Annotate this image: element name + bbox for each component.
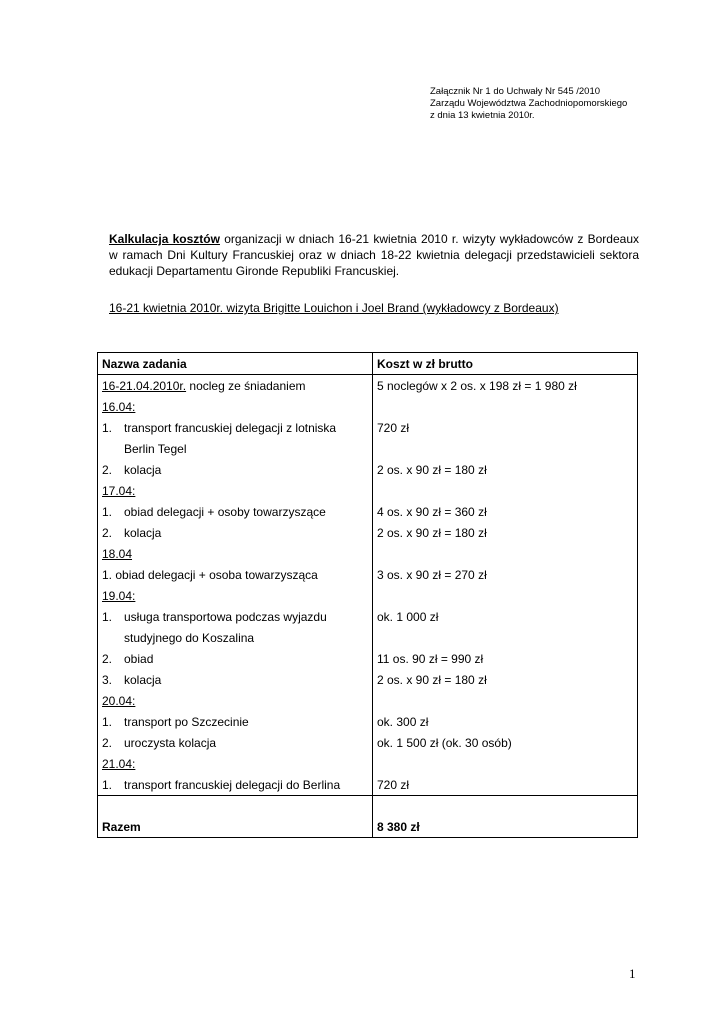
item-number: 1. <box>102 420 113 435</box>
item-number: 1. <box>102 714 113 729</box>
item-number: 3. <box>102 672 113 687</box>
cost-cell <box>373 711 638 732</box>
cost-value: 720 zł <box>377 777 410 792</box>
table-header-row <box>98 353 638 375</box>
cost-cell <box>373 438 638 459</box>
task-cell <box>98 711 373 732</box>
total-row <box>98 816 638 838</box>
cost-cell <box>373 774 638 796</box>
date-label: 17.04: <box>102 483 136 498</box>
cost-value: 720 zł <box>377 420 410 435</box>
table-row <box>98 459 638 480</box>
cost-cell <box>373 375 638 397</box>
table-row <box>98 396 638 417</box>
task-continuation: Berlin Tegel <box>124 441 187 456</box>
task-cell <box>98 417 373 438</box>
intro-lead: Kalkulacja kosztów <box>109 232 220 246</box>
table-spacer-row <box>98 796 638 817</box>
item-number: 2. <box>102 462 113 477</box>
cost-cell <box>373 690 638 711</box>
header-cost: Koszt w zł brutto <box>373 353 638 375</box>
task-label: usługa transportowa podczas wyjazdu <box>124 609 327 624</box>
cost-cell <box>373 585 638 606</box>
date-label: 21.04: <box>102 756 136 771</box>
cost-cell <box>373 753 638 774</box>
task-cell <box>98 606 373 627</box>
cost-cell <box>373 522 638 543</box>
cost-value: ok. 1 000 zł <box>377 609 439 624</box>
table-row <box>98 711 638 732</box>
task-cell <box>98 690 373 711</box>
task-cell <box>98 627 373 648</box>
task-cell <box>98 753 373 774</box>
cost-value: 3 os. x 90 zł = 270 zł <box>377 567 487 582</box>
task-cell <box>98 522 373 543</box>
cost-cell <box>373 480 638 501</box>
cost-cell <box>373 543 638 564</box>
header-task: Nazwa zadania <box>98 353 373 375</box>
task-cell <box>98 774 373 796</box>
table-row <box>98 375 638 397</box>
cost-cell <box>373 732 638 753</box>
task-label: 1. obiad delegacji + osoba towarzysząca <box>102 567 318 582</box>
task-label: kolacja <box>124 462 162 477</box>
item-number: 1. <box>102 777 113 792</box>
table-row <box>98 606 638 627</box>
task-cell <box>98 543 373 564</box>
task-cell <box>98 375 373 397</box>
date-label: 16-21.04.2010r. <box>102 378 187 393</box>
header-line-board: Zarządu Województwa Zachodniopomorskiego <box>430 98 628 109</box>
cost-cell <box>373 417 638 438</box>
cost-value: 11 os. 90 zł = 990 zł <box>377 651 484 666</box>
table-row <box>98 438 638 459</box>
spacer-cell <box>98 796 373 817</box>
intro-paragraph <box>109 231 639 279</box>
cost-table <box>97 352 638 838</box>
table-row <box>98 732 638 753</box>
task-cell <box>98 732 373 753</box>
task-label: transport francuskiej delegacji z lotniska <box>124 420 337 435</box>
date-label: 16.04: <box>102 399 136 414</box>
task-label: kolacja <box>124 525 162 540</box>
task-label: kolacja <box>124 672 162 687</box>
header-line-attachment: Załącznik Nr 1 do Uchwały Nr 545 /2010 <box>430 86 601 97</box>
intro-text: organizacji w dniach 16-21 kwietnia 2010 r. wizyty wykładowców z Bordeaux w ramach Dni Kultury Francuskiej oraz w dniach 18-22 kwietnia delegacji przedstawicieli sektora edukacji Departamentu Gironde Republiki Francuskiej. <box>109 232 639 278</box>
task-cell <box>98 501 373 522</box>
cost-cell <box>373 501 638 522</box>
task-cell <box>98 480 373 501</box>
table-row <box>98 417 638 438</box>
cost-value: 2 os. x 90 zł = 180 zł <box>377 672 487 687</box>
table-row <box>98 480 638 501</box>
item-number: 2. <box>102 651 113 666</box>
cost-cell <box>373 648 638 669</box>
task-label: transport po Szczecinie <box>124 714 249 729</box>
total-label: Razem <box>98 816 373 838</box>
cost-value: 5 noclegów x 2 os. x 198 zł = 1 980 zł <box>377 378 577 393</box>
cost-cell <box>373 669 638 690</box>
date-label: 18.04 <box>102 546 133 561</box>
cost-value: ok. 300 zł <box>377 714 429 729</box>
table-row <box>98 522 638 543</box>
task-cell <box>98 648 373 669</box>
cost-value: 2 os. x 90 zł = 180 zł <box>377 525 487 540</box>
item-number: 1. <box>102 609 113 624</box>
date-label: 20.04: <box>102 693 136 708</box>
cost-cell <box>373 459 638 480</box>
task-label: nocleg ze śniadaniem <box>186 378 306 393</box>
table-row <box>98 648 638 669</box>
table-row <box>98 543 638 564</box>
item-number: 1. <box>102 504 113 519</box>
item-number: 2. <box>102 525 113 540</box>
task-cell <box>98 459 373 480</box>
table-row <box>98 501 638 522</box>
task-cell <box>98 438 373 459</box>
document-header <box>430 86 627 122</box>
spacer-cell <box>373 796 638 817</box>
header-line-date: z dnia 13 kwietnia 2010r. <box>430 110 535 121</box>
cost-cell <box>373 564 638 585</box>
table-row <box>98 585 638 606</box>
cost-value: 2 os. x 90 zł = 180 zł <box>377 462 487 477</box>
task-cell <box>98 585 373 606</box>
table-row <box>98 690 638 711</box>
task-label: obiad delegacji + osoby towarzyszące <box>124 504 326 519</box>
cost-cell <box>373 396 638 417</box>
item-number: 2. <box>102 735 113 750</box>
cost-value: ok. 1 500 zł (ok. 30 osób) <box>377 735 512 750</box>
task-label: obiad <box>124 651 154 666</box>
total-value: 8 380 zł <box>373 816 638 838</box>
table-row <box>98 669 638 690</box>
task-cell <box>98 564 373 585</box>
task-cell <box>98 669 373 690</box>
table-row <box>98 774 638 796</box>
task-label: uroczysta kolacja <box>124 735 217 750</box>
visit-subtitle: 16-21 kwietnia 2010r. wizyta Brigitte Louichon i Joel Brand (wykładowcy z Bordeaux) <box>109 301 559 315</box>
task-continuation: studyjnego do Koszalina <box>124 630 255 645</box>
cost-cell <box>373 627 638 648</box>
task-cell <box>98 396 373 417</box>
table-row <box>98 564 638 585</box>
table-row <box>98 753 638 774</box>
page-number: 1 <box>629 966 636 981</box>
date-label: 19.04: <box>102 588 136 603</box>
table-row <box>98 627 638 648</box>
cost-cell <box>373 606 638 627</box>
task-label: transport francuskiej delegacji do Berlina <box>124 777 341 792</box>
cost-value: 4 os. x 90 zł = 360 zł <box>377 504 487 519</box>
